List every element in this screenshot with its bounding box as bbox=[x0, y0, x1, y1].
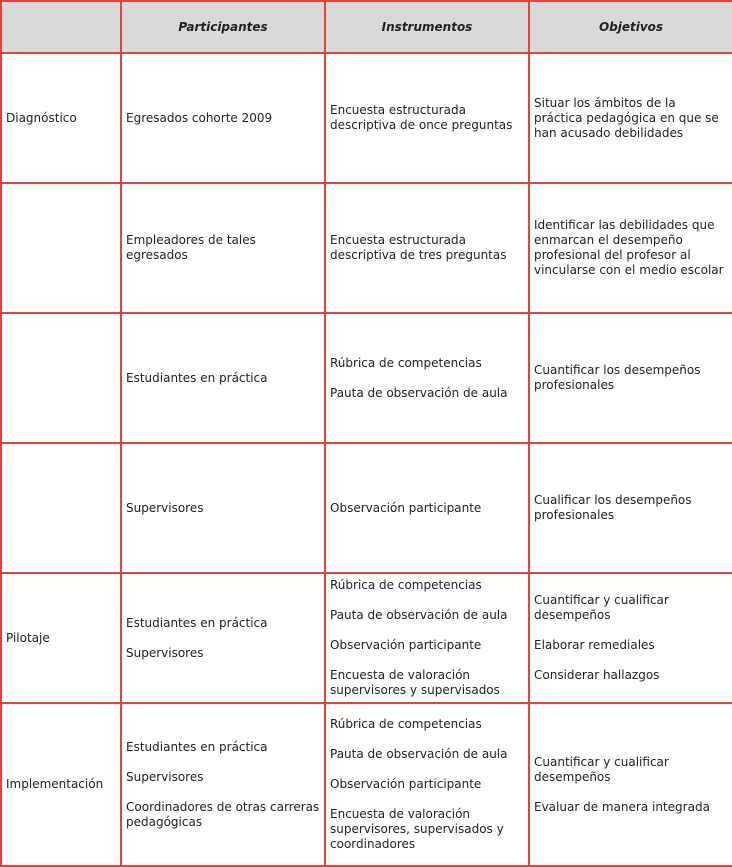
participants-cell bbox=[121, 183, 325, 313]
objectives-item: Cualificar los desempeños profesionales bbox=[534, 493, 692, 522]
header-participants: Participantes bbox=[121, 1, 325, 53]
objectives-item: Cuantificar y cualificar desempeños bbox=[534, 593, 669, 622]
instruments-item: Rúbrica de competencias bbox=[330, 578, 482, 592]
objectives-item: Elaborar remediales bbox=[534, 638, 655, 652]
table-row bbox=[1, 53, 732, 183]
header-objectives: Objetivos bbox=[529, 1, 732, 53]
table-row bbox=[1, 703, 732, 866]
instruments-item: Observación participante bbox=[330, 777, 482, 791]
instruments-cell bbox=[325, 443, 529, 573]
instruments-item: Rúbrica de competencias bbox=[330, 355, 482, 370]
objectives-item: Considerar hallazgos bbox=[534, 668, 660, 682]
instruments-cell bbox=[325, 313, 529, 443]
table-row bbox=[1, 443, 732, 573]
objectives-cell bbox=[529, 573, 732, 703]
instruments-item: Pauta de observación de aula bbox=[330, 385, 508, 400]
instruments-item: Observación participante bbox=[330, 638, 482, 652]
instruments-cell bbox=[325, 573, 529, 703]
stage-cell bbox=[1, 183, 121, 313]
instruments-item: Encuesta de valoración supervisores y supervisados bbox=[330, 668, 500, 697]
stage-cell bbox=[1, 313, 121, 443]
objectives-item: Cuantificar y cualificar desempeños bbox=[534, 754, 669, 784]
header-instruments: Instrumentos bbox=[325, 1, 529, 53]
header-stage bbox=[1, 1, 121, 53]
objectives-cell bbox=[529, 183, 732, 313]
participants-cell bbox=[121, 53, 325, 183]
participants-item: Estudiantes en práctica bbox=[126, 739, 268, 754]
objectives-cell bbox=[529, 703, 732, 866]
participants-item: Supervisores bbox=[126, 645, 204, 660]
objectives-cell bbox=[529, 313, 732, 443]
table-body bbox=[1, 53, 732, 866]
instruments-cell bbox=[325, 183, 529, 313]
participants-item: Estudiantes en práctica bbox=[126, 615, 268, 630]
participants-cell bbox=[121, 313, 325, 443]
objectives-cell bbox=[529, 443, 732, 573]
participants-item: Coordinadores de otras carreras pedagógicas bbox=[126, 799, 320, 829]
instruments-cell bbox=[325, 703, 529, 866]
participants-cell bbox=[121, 443, 325, 573]
table-header-row bbox=[1, 1, 732, 53]
participants-cell bbox=[121, 573, 325, 703]
instruments-item: Encuesta de valoración supervisores, supervisados y coordinadores bbox=[330, 807, 504, 851]
instruments-item: Encuesta estructurada descriptiva de once preguntas bbox=[330, 103, 513, 132]
participants-item: Egresados cohorte 2009 bbox=[126, 110, 273, 125]
participants-cell bbox=[121, 703, 325, 866]
participants-item: Supervisores bbox=[126, 500, 204, 515]
participants-item: Empleadores de tales egresados bbox=[126, 233, 256, 262]
instruments-item: Pauta de observación de aula bbox=[330, 747, 508, 761]
participants-item: Supervisores bbox=[126, 769, 204, 784]
stage-cell: Implementación bbox=[1, 703, 121, 866]
instruments-item: Encuesta estructurada descriptiva de tres preguntas bbox=[330, 233, 507, 262]
instruments-item: Rúbrica de competencias bbox=[330, 717, 482, 731]
stage-cell: Diagnóstico bbox=[1, 53, 121, 183]
stage-cell: Pilotaje bbox=[1, 573, 121, 703]
objectives-cell bbox=[529, 53, 732, 183]
objectives-item: Situar los ámbitos de la práctica pedagógica en que se han acusado debilidades bbox=[534, 95, 719, 140]
instruments-cell bbox=[325, 53, 529, 183]
table-row bbox=[1, 313, 732, 443]
instruments-item: Pauta de observación de aula bbox=[330, 608, 508, 622]
table-row bbox=[1, 183, 732, 313]
stage-cell bbox=[1, 443, 121, 573]
objectives-item: Identificar las debilidades que enmarcan el desempeño profesional del profesor al vincularse con el medio escolar bbox=[534, 218, 724, 277]
objectives-item: Cuantificar los desempeños profesionales bbox=[534, 363, 701, 392]
table-row bbox=[1, 573, 732, 703]
participants-item: Estudiantes en práctica bbox=[126, 370, 268, 385]
objectives-item: Evaluar de manera integrada bbox=[534, 799, 710, 814]
instruments-item: Observación participante bbox=[330, 500, 482, 515]
